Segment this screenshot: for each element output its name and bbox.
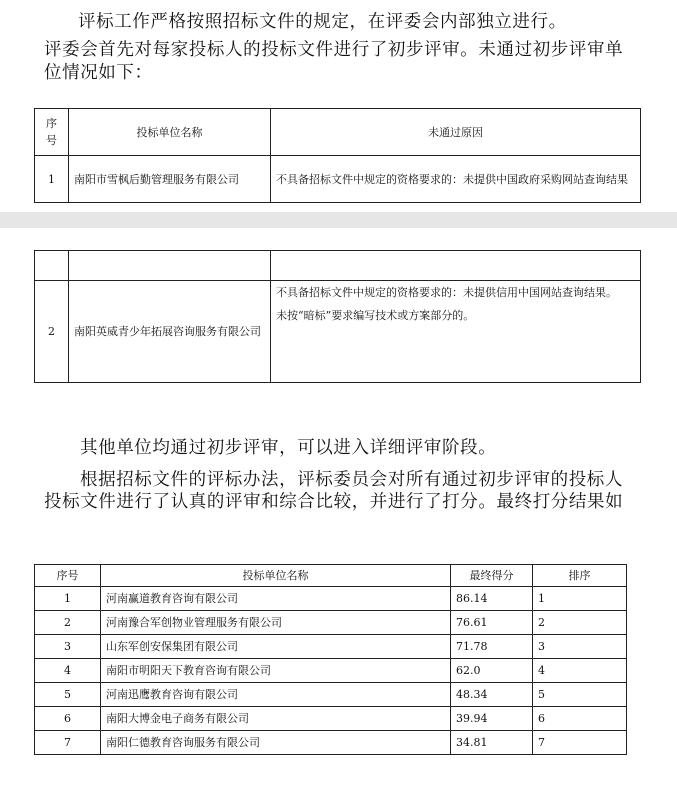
cell-score: 86.14 [451, 587, 533, 611]
middle-line-3: 投标文件进行了认真的评审和综合比较，并进行了打分。最终打分结果如 [44, 492, 624, 512]
cell-no: 3 [35, 635, 101, 659]
cell-name: 河南迅鹰教育咨询有限公司 [101, 683, 451, 707]
row-name: 南阳市雪枫后勤管理服务有限公司 [69, 156, 271, 203]
failed-table [34, 108, 641, 203]
page-2 [0, 228, 677, 805]
failed-table-continued [34, 250, 641, 383]
middle-line-2: 根据招标文件的评标办法，评标委员会对所有通过初步评审的投标人 [80, 470, 623, 490]
failed-table-header [35, 109, 641, 156]
cell-name: 山东军创安保集团有限公司 [101, 635, 451, 659]
cell-score: 71.78 [451, 635, 533, 659]
intro-line-1: 评标工作严格按照招标文件的规定，在评委会内部独立进行。 [78, 12, 567, 32]
cell-no: 7 [35, 731, 101, 755]
cell-name: 南阳市明阳天下教育咨询有限公司 [101, 659, 451, 683]
table-row [35, 611, 627, 635]
empty-row [35, 251, 641, 281]
cell-name: 河南赢道教育咨询有限公司 [101, 587, 451, 611]
header-no: 序号 [35, 565, 101, 587]
cell-score: 34.81 [451, 731, 533, 755]
middle-line-1: 其他单位均通过初步评审，可以进入详细评审阶段。 [80, 438, 497, 458]
header-rank: 排序 [533, 565, 627, 587]
row-reason: 不具备招标文件中规定的资格要求的：未提供中国政府采购网站查询结果 [271, 156, 641, 203]
cell-no: 6 [35, 707, 101, 731]
cell-rank: 7 [533, 731, 627, 755]
cell-rank: 1 [533, 587, 627, 611]
score-table-header [35, 565, 627, 587]
row-name: 南阳英威青少年拓展咨询服务有限公司 [69, 281, 271, 383]
reason-1: 不具备招标文件中规定的资格要求的：未提供信用中国网站查询结果。 [276, 286, 617, 299]
table-row [35, 156, 641, 203]
cell-rank: 3 [533, 635, 627, 659]
row-no: 2 [35, 281, 69, 383]
intro-line-3: 位情况如下： [44, 63, 153, 83]
cell-rank: 6 [533, 707, 627, 731]
cell-no: 1 [35, 587, 101, 611]
header-no: 序号 [35, 109, 69, 156]
cell-rank: 2 [533, 611, 627, 635]
table-row [35, 683, 627, 707]
table-row [35, 281, 641, 383]
table-row [35, 635, 627, 659]
cell-name: 南阳仁德教育咨询服务有限公司 [101, 731, 451, 755]
cell-name: 南阳大博金电子商务有限公司 [101, 707, 451, 731]
row-no: 1 [35, 156, 69, 203]
score-table [34, 564, 627, 755]
cell-no: 2 [35, 611, 101, 635]
reason-2: 未按“暗标”要求编写技术或方案部分的。 [276, 309, 475, 322]
cell-no: 4 [35, 659, 101, 683]
header-name: 投标单位名称 [69, 109, 271, 156]
cell-score: 62.0 [451, 659, 533, 683]
table-row [35, 707, 627, 731]
page-gap [0, 212, 677, 228]
cell-score: 39.94 [451, 707, 533, 731]
header-name: 投标单位名称 [101, 565, 451, 587]
table-row [35, 587, 627, 611]
page-1 [0, 0, 677, 212]
intro-line-2: 评委会首先对每家投标人的投标文件进行了初步评审。未通过初步评审单 [44, 40, 624, 60]
header-reason: 未通过原因 [271, 109, 641, 156]
table-row [35, 731, 627, 755]
row-reason [271, 281, 641, 383]
cell-score: 76.61 [451, 611, 533, 635]
table-row [35, 659, 627, 683]
cell-rank: 4 [533, 659, 627, 683]
cell-rank: 5 [533, 683, 627, 707]
cell-name: 河南豫合军创物业管理服务有限公司 [101, 611, 451, 635]
header-score: 最终得分 [451, 565, 533, 587]
cell-no: 5 [35, 683, 101, 707]
cell-score: 48.34 [451, 683, 533, 707]
